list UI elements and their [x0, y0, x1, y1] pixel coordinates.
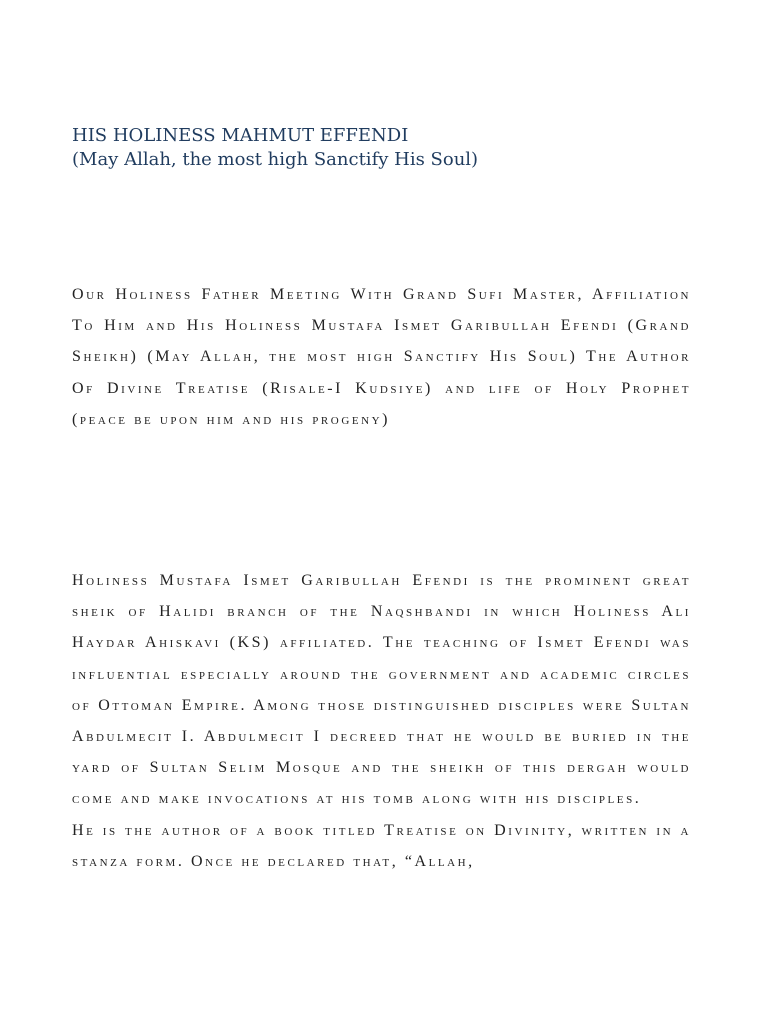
- body-text: [72, 565, 691, 877]
- title-name: HIS HOLINESS MAHMUT EFFENDI: [72, 125, 409, 146]
- section-heading: [72, 279, 691, 435]
- body-paragraph-2: He is the author of a book titled Treatise on Divinity, written in a stanza form. Once he declared that, “Allah,: [72, 821, 691, 870]
- section-heading-text: Our Holiness Father Meeting With Grand Sufi Master, Affiliation To Him and His Holiness Mustafa Ismet Garibullah Efendi (Grand Sheikh) (May Allah, the most high Sanctify His Soul) The Author Of Divine Treatise (Risale-I Kudsiye) and life of Holy Prophet (peace be upon him and his progeny): [72, 286, 691, 428]
- document-title: [72, 124, 692, 172]
- title-blessing: (May Allah, the most high Sanctify His Soul): [72, 149, 479, 170]
- body-paragraph-1: Holiness Mustafa Ismet Garibullah Efendi is the prominent great sheik of Halidi branch of the Naqshbandi in which Holiness Ali Haydar Ahiskavi (KS) affiliated. The teaching of Ismet Efendi was influential especially around the government and academic circles of Ottoman Empire. Among those distinguished disciples were Sultan Abdulmecit I. Abdulmecit I decreed that he would be buried in the yard of Sultan Selim Mosque and the sheikh of this dergah would come and make invocations at his tomb along with his disciples.: [72, 572, 691, 808]
